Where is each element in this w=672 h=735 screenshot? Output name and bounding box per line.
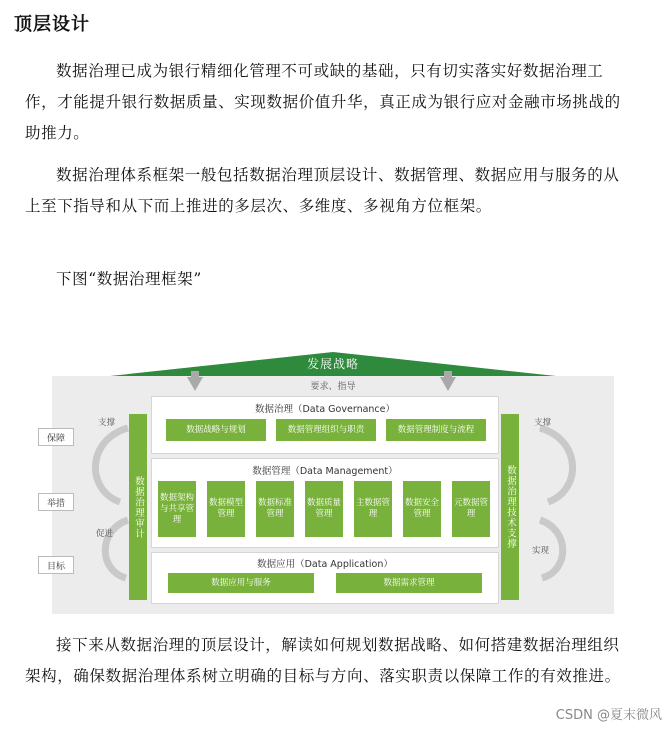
- governance-item: 数据管理组织与职责: [276, 419, 376, 441]
- watermark: CSDN @夏末微风: [555, 708, 662, 723]
- governance-item: 数据战略与规划: [166, 419, 266, 441]
- management-item: 数据标准管理: [256, 481, 294, 537]
- application-panel: [151, 552, 499, 604]
- paragraph-framework: 数据治理体系框架一般包括数据治理顶层设计、数据管理、数据应用与服务的从上至下指导和从下而上推进的多层次、多维度、多视角方位框架。: [25, 166, 620, 215]
- management-panel: [151, 458, 499, 548]
- management-item: 数据模型管理: [207, 481, 245, 537]
- side-label-goal: 目标: [38, 556, 74, 574]
- right-curved-arrows: [530, 420, 590, 590]
- management-item: 数据架构与共享管理: [158, 481, 196, 537]
- management-item: 数据质量管理: [305, 481, 343, 537]
- management-title: 数据管理（Data Management）: [252, 466, 398, 477]
- governance-panel: [151, 396, 499, 454]
- paragraph-figure-caption: 下图“数据治理框架”: [56, 270, 202, 288]
- application-item: 数据应用与服务: [168, 573, 314, 593]
- data-governance-framework-diagram: [46, 350, 614, 614]
- side-label-guarantee: 保障: [38, 428, 74, 446]
- right-arrow-label-support: 支撑: [534, 418, 552, 428]
- management-item: 数据安全管理: [403, 481, 441, 537]
- governance-item: 数据管理制度与流程: [386, 419, 486, 441]
- roof-label: 发展战略: [306, 357, 359, 371]
- management-item: 元数据管理: [452, 481, 490, 537]
- left-arrow-label-support: 支撑: [98, 418, 116, 428]
- application-item: 数据需求管理: [336, 573, 482, 593]
- paragraph-conclusion: 接下来从数据治理的顶层设计，解读如何规划数据战略、如何搭建数据治理组织架构，确保数据治理体系树立明确的目标与方向、落实职责以保障工作的有效推进。: [25, 636, 621, 685]
- left-pillar-audit: 数据治理审计: [129, 414, 147, 600]
- right-arrow-label-realize: 实现: [532, 546, 550, 556]
- left-arrow-label-promote: 促进: [96, 529, 114, 539]
- management-item: 主数据管理: [354, 481, 392, 537]
- right-pillar-tech-support: 数据治理技术支撑: [501, 414, 519, 600]
- section-heading: 顶层设计: [14, 14, 90, 35]
- application-title: 数据应用（Data Application）: [257, 559, 393, 570]
- side-label-measures: 举措: [38, 493, 74, 511]
- requirement-label: 要求、指导: [310, 382, 356, 392]
- paragraph-intro: 数据治理已成为银行精细化管理不可或缺的基础，只有切实落实好数据治理工作，才能提升银行数据质量、实现数据价值升华，真正成为银行应对金融市场挑战的助推力。: [25, 62, 621, 142]
- governance-title: 数据治理（Data Governance）: [254, 404, 395, 415]
